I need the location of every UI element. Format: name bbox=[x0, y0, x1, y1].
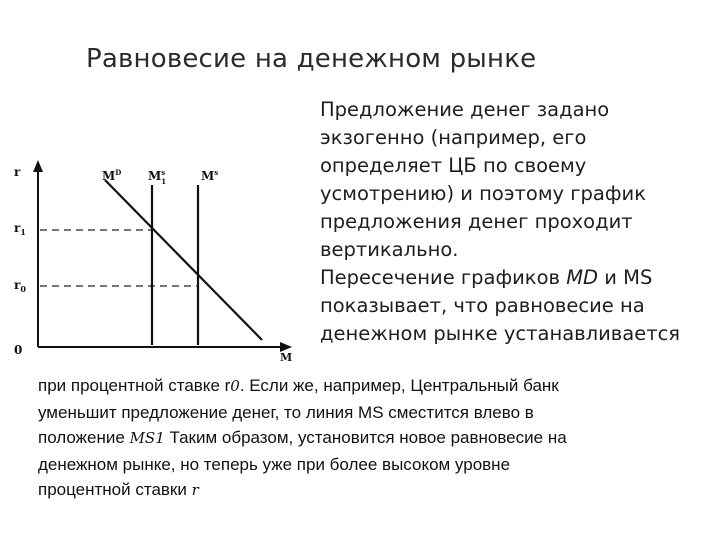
explanation-line: Предложение денег задано bbox=[320, 98, 610, 121]
continuation-line: при процентной ставке r0. Если же, например, Центральный банк bbox=[38, 376, 559, 395]
slide-title: Равновесие на денежном рынке bbox=[86, 44, 537, 74]
continuation-line: положение MS1 Таким образом, установится новое равновесие на bbox=[38, 428, 567, 447]
x-axis-label: M bbox=[280, 351, 293, 364]
explanation-text bbox=[320, 96, 715, 348]
r1-label: $r_1$ bbox=[14, 221, 26, 237]
ms1-label: $M^s$ 1 bbox=[148, 168, 167, 186]
continuation-line: денежном рынке, но теперь уже при более высоком уровне bbox=[38, 454, 511, 474]
y-axis-arrow bbox=[33, 160, 43, 172]
explanation-line: определяет ЦБ по своему bbox=[320, 154, 587, 177]
explanation-line: вертикально. bbox=[320, 238, 459, 261]
explanation-line: предложения денег проходит bbox=[320, 210, 633, 233]
money-market-diagram bbox=[0, 150, 310, 375]
explanation-line: Пересечение графиков MD и MS bbox=[320, 266, 653, 289]
continuation-line: процентной ставки r bbox=[38, 480, 199, 499]
continuation-line: уменьшит предложение денег, то линия MS сместится влево в bbox=[38, 402, 534, 422]
md-line bbox=[105, 180, 262, 340]
explanation-line: показывает, что равновесие на bbox=[320, 294, 645, 317]
y-axis-label: r bbox=[14, 165, 21, 179]
continuation-text bbox=[38, 373, 708, 504]
origin-label: 0 bbox=[14, 343, 23, 357]
explanation-line: экзогенно (например, его bbox=[320, 126, 587, 149]
r0-label: $r_0$ bbox=[14, 278, 26, 294]
ms-label: $M^s$ bbox=[201, 168, 219, 183]
md-label: $M^D$ bbox=[102, 168, 122, 183]
explanation-line: денежном рынке устанавливается bbox=[320, 322, 681, 345]
explanation-line: усмотрению) и поэтому график bbox=[320, 182, 646, 205]
